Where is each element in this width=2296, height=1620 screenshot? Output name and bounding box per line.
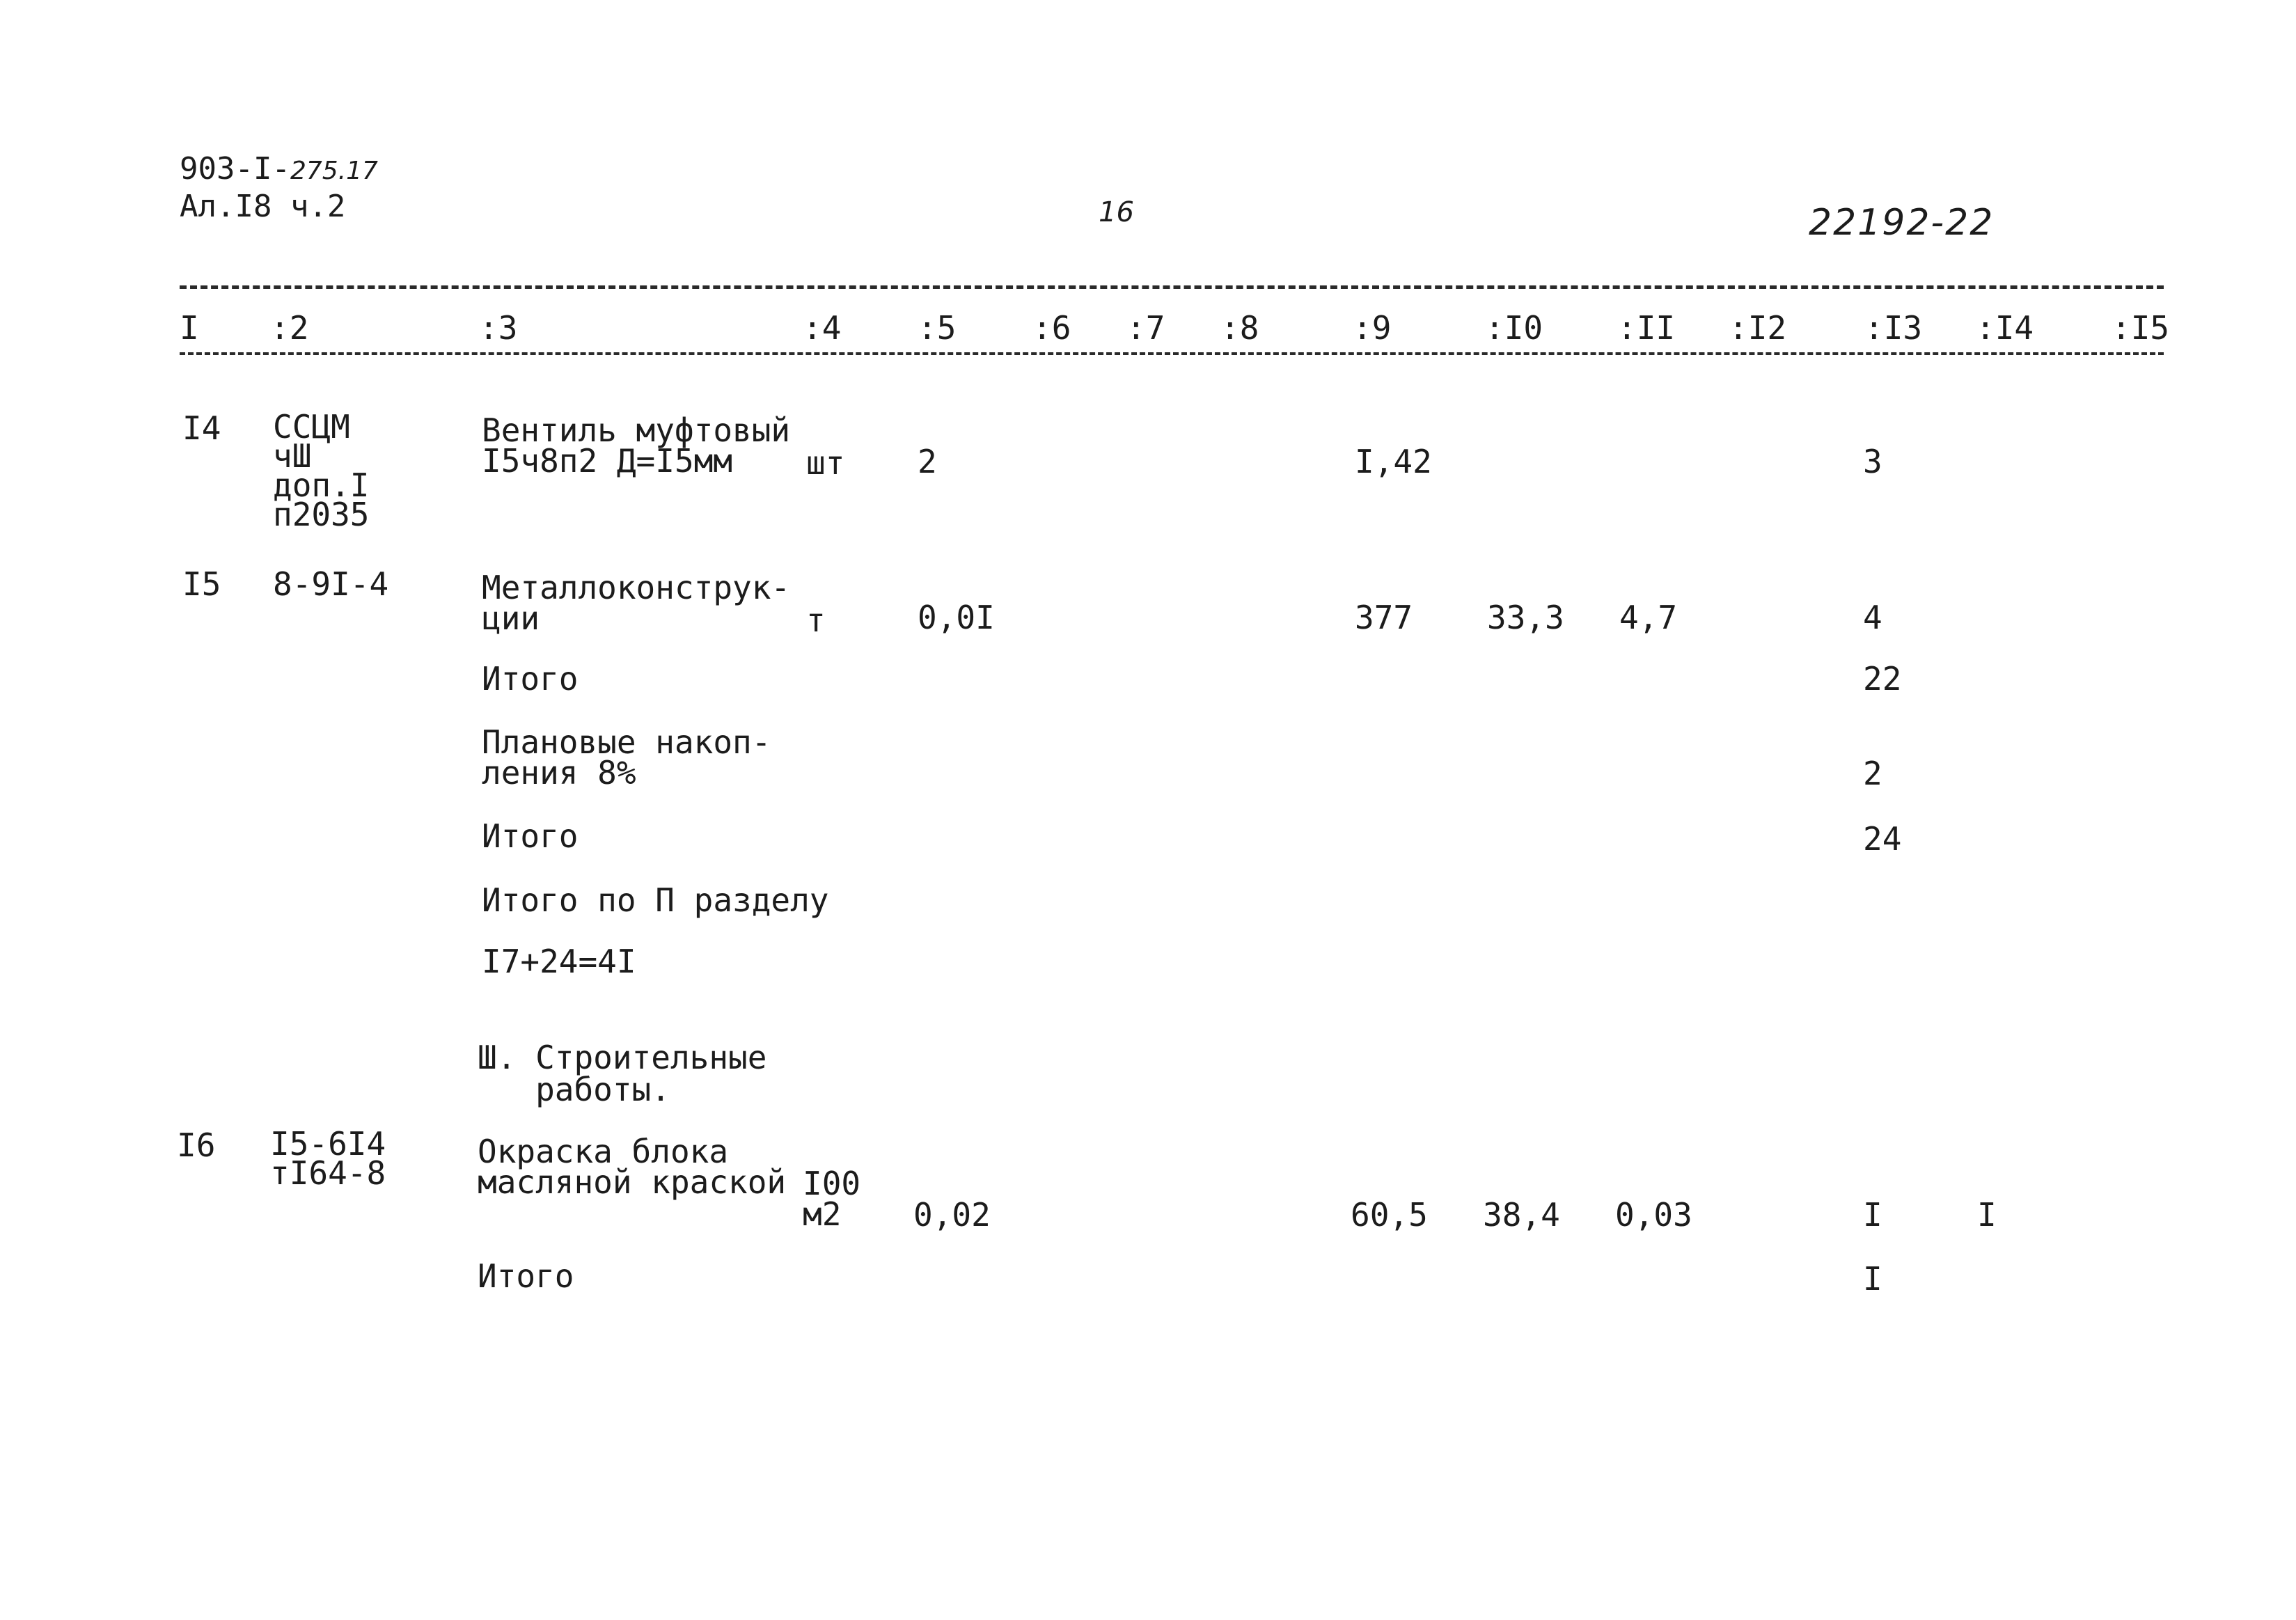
- document-code: [180, 152, 378, 189]
- row-col13: 4: [1863, 599, 1882, 636]
- row-name: Окраска блока масляной краской: [478, 1133, 787, 1201]
- column-header-15: :I5: [2112, 309, 2170, 347]
- column-header-14: :I4: [1976, 309, 2034, 347]
- row-col13: I: [1863, 1260, 1882, 1298]
- column-header-3: :3: [479, 309, 518, 347]
- document-code-handwritten: 275.17: [290, 157, 378, 185]
- column-header-8: :8: [1220, 309, 1259, 347]
- row-name: Итого по П разделу: [482, 881, 829, 919]
- row-name: Плановые накоп- ления 8%: [482, 723, 771, 792]
- section-title: Ш. Строительные работы.: [478, 1039, 767, 1108]
- row-col13: 2: [1863, 755, 1882, 792]
- row-code: ССЦМ чШ доп.I п2035: [273, 408, 370, 533]
- table-top-rule: [180, 285, 2164, 289]
- row-name: Итого: [482, 660, 579, 698]
- row-col10: 38,4: [1483, 1196, 1560, 1234]
- column-header-9: :9: [1353, 309, 1392, 347]
- row-number: I5: [182, 565, 221, 603]
- row-col13: 24: [1863, 820, 1902, 858]
- column-header-11: :II: [1617, 309, 1676, 347]
- column-header-1: I: [180, 309, 199, 347]
- row-name: Итого: [478, 1257, 574, 1295]
- page-number: 16: [1099, 196, 1134, 228]
- sheet-reference: Ал.I8 ч.2: [180, 189, 346, 224]
- column-header-7: :7: [1126, 309, 1165, 347]
- column-header-5: :5: [918, 309, 957, 347]
- document-number: 22192-22: [1809, 202, 1995, 244]
- row-col10: 33,3: [1487, 599, 1564, 636]
- row-unit: т: [806, 601, 826, 639]
- row-number: I4: [182, 409, 221, 447]
- row-quantity: 2: [918, 443, 937, 480]
- row-col13: 3: [1863, 443, 1882, 480]
- row-name: Металлоконструк- ции: [482, 569, 791, 637]
- row-unit: I00 м2: [803, 1165, 861, 1233]
- row-col11: 4,7: [1619, 599, 1678, 636]
- row-name: Итого: [482, 817, 579, 855]
- column-header-4: :4: [803, 309, 842, 347]
- row-quantity: 0,02: [913, 1196, 991, 1234]
- row-number: I6: [177, 1126, 216, 1164]
- row-col13: I: [1863, 1196, 1882, 1234]
- row-col11: 0,03: [1615, 1196, 1692, 1234]
- row-col9: I,42: [1355, 443, 1432, 480]
- row-code: I5-6I4 тI64-8: [270, 1125, 386, 1192]
- row-name: I7+24=4I: [482, 943, 636, 980]
- column-header-13: :I3: [1864, 309, 1923, 347]
- row-quantity: 0,0I: [918, 599, 995, 636]
- column-header-10: :I0: [1485, 309, 1543, 347]
- column-header-12: :I2: [1729, 309, 1787, 347]
- column-header-6: :6: [1032, 309, 1071, 347]
- row-name: Вентиль муфтовый I5ч8п2 Д=I5мм: [482, 411, 791, 480]
- row-col9: 60,5: [1351, 1196, 1428, 1234]
- row-col13: 22: [1863, 660, 1902, 698]
- column-header-2: :2: [270, 309, 309, 347]
- row-code: 8-9I-4: [273, 565, 389, 603]
- row-col14: I: [1977, 1196, 1997, 1234]
- row-col9: 377: [1355, 599, 1413, 636]
- document-code-print: 903-I-: [180, 151, 290, 187]
- header-underline: [180, 352, 2164, 355]
- row-unit: шт: [806, 444, 845, 482]
